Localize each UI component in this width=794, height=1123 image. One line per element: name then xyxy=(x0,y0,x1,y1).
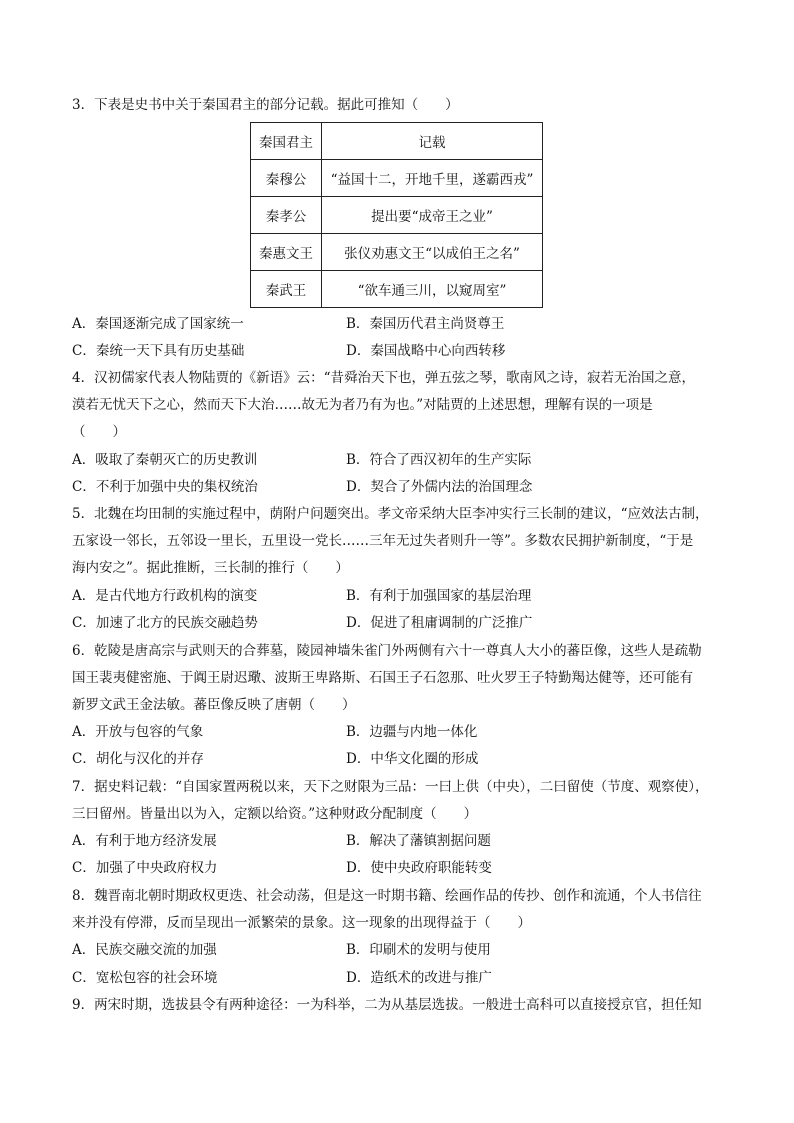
q4-stem-line: 4．汉初儒家代表人物陆贾的《新语》云：“昔舜治天下也，弹五弦之琴，歌南风之诗，寂若无治国之意， xyxy=(72,370,695,386)
table-header-row xyxy=(251,123,543,160)
table-row xyxy=(251,234,543,271)
q4-stem-line: （ ） xyxy=(72,424,126,440)
q3-table xyxy=(250,122,543,308)
q5-stem-line: 5．北魏在均田制的实施过程中，荫附户问题突出。孝文帝采纳大臣李冲实行三长制的建议，“应效法古制， xyxy=(72,506,709,522)
q5-option-b[interactable]: B．有利于加强国家的基层治理 xyxy=(346,588,532,604)
q5-option-c[interactable]: C．加速了北方的民族交融趋势 xyxy=(72,615,258,631)
q7-option-b[interactable]: B．解决了藩镇割据问题 xyxy=(346,833,491,849)
q7-option-d[interactable]: D．使中央政府职能转变 xyxy=(346,860,492,876)
q6-option-d[interactable]: D．中华文化圈的形成 xyxy=(346,751,479,767)
table-header: 记载 xyxy=(322,123,543,160)
q7-stem-line: 7．据史料记载：“自国家置两税以来，天下之财限为三品：一曰上供（中央），二曰留使（节度、观察使）， xyxy=(72,779,709,795)
q8-option-c[interactable]: C．宽松包容的社会环境 xyxy=(72,970,218,986)
q6-stem-line: 新罗文武王金法敏。蕃臣像反映了唐朝（ ） xyxy=(72,697,356,713)
table-row xyxy=(251,197,543,234)
q4-stem-line: 漠若无忧天下之心，然而天下大治……故无为者乃有为也。”对陆贾的上述思想，理解有误的一项是 xyxy=(72,397,653,413)
q5-option-d[interactable]: D．促进了租庸调制的广泛推广 xyxy=(346,615,533,631)
q6-option-c[interactable]: C．胡化与汉化的并存 xyxy=(72,751,204,767)
q7-option-c[interactable]: C．加强了中央政府权力 xyxy=(72,860,218,876)
q7-stem-line: 三曰留州。皆量出以为入，定额以给资。”这种财政分配制度（ ） xyxy=(72,806,478,822)
q4-option-b[interactable]: B．符合了西汉初年的生产实际 xyxy=(346,452,532,468)
table-cell: 秦穆公 xyxy=(251,160,322,197)
q9-stem-line: 9．两宋时期，选拔县令有两种途径：一为科举，二为从基层选拔。一般进士高科可以直接授京官，担任知 xyxy=(72,997,702,1013)
q8-stem-line: 来并没有停滞，反而呈现出一派繁荣的景象。这一现象的出现得益于（ ） xyxy=(72,915,531,931)
q4-option-d[interactable]: D．契合了外儒内法的治国理念 xyxy=(346,479,533,495)
q3-option-b[interactable]: B．秦国历代君主尚贤尊王 xyxy=(346,316,505,332)
q8-option-a[interactable]: A．民族交融交流的加强 xyxy=(72,942,217,958)
table-cell: “益国十二，开地千里，遂霸西戎” xyxy=(322,160,543,197)
table-header: 秦国君主 xyxy=(251,123,322,160)
q6-stem-line: 6．乾陵是唐高宗与武则天的合葬墓，陵园神墙朱雀门外两侧有六十一尊真人大小的蕃臣像，这些人是疏勒 xyxy=(72,643,702,659)
q5-stem-line: 海内安之”。据此推断，三长制的推行（ ） xyxy=(72,560,349,576)
q5-stem-line: 五家设一邻长，五邻设一里长，五里设一党长……三年无过失者则升一等”。多数农民拥护新制度，“于是 xyxy=(72,533,694,549)
table-cell: “欲车通三川，以窥周室” xyxy=(322,271,543,308)
q6-option-b[interactable]: B．边疆与内地一体化 xyxy=(346,724,478,740)
q3-option-a[interactable]: A．秦国逐渐完成了国家统一 xyxy=(72,316,244,332)
table-row xyxy=(251,271,543,308)
q7-option-a[interactable]: A．有利于地方经济发展 xyxy=(72,833,217,849)
q4-option-c[interactable]: C．不利于加强中央的集权统治 xyxy=(72,479,258,495)
table-cell: 秦武王 xyxy=(251,271,322,308)
q6-option-a[interactable]: A．开放与包容的气象 xyxy=(72,724,204,740)
table-row xyxy=(251,160,543,197)
q3-stem: 3．下表是史书中关于秦国君主的部分记载。据此可推知（ ） xyxy=(72,97,459,113)
q3-option-c[interactable]: C．秦统一天下具有历史基础 xyxy=(72,343,245,359)
q4-option-a[interactable]: A．吸取了秦朝灭亡的历史教训 xyxy=(72,452,258,468)
q8-stem-line: 8．魏晋南北朝时期政权更迭、社会动荡，但是这一时期书籍、绘画作品的传抄、创作和流通，个人书信往 xyxy=(72,888,702,904)
q8-option-d[interactable]: D．造纸术的改进与推广 xyxy=(346,970,492,986)
table-cell: 提出要“成帝王之业” xyxy=(322,197,543,234)
table-cell: 秦惠文王 xyxy=(251,234,322,271)
q5-option-a[interactable]: A．是古代地方行政机构的演变 xyxy=(72,588,258,604)
q6-stem-line: 国王裴夷健密施、于阗王尉迟璥、波斯王卑路斯、石国王子石忽那、吐火罗王子特勤羯达健等，还可能有 xyxy=(72,670,693,686)
q8-option-b[interactable]: B．印刷术的发明与使用 xyxy=(346,942,491,958)
q3-option-d[interactable]: D．秦国战略中心向西转移 xyxy=(346,343,506,359)
table-cell: 张仪劝惠文王“以成伯王之名” xyxy=(322,234,543,271)
table-cell: 秦孝公 xyxy=(251,197,322,234)
